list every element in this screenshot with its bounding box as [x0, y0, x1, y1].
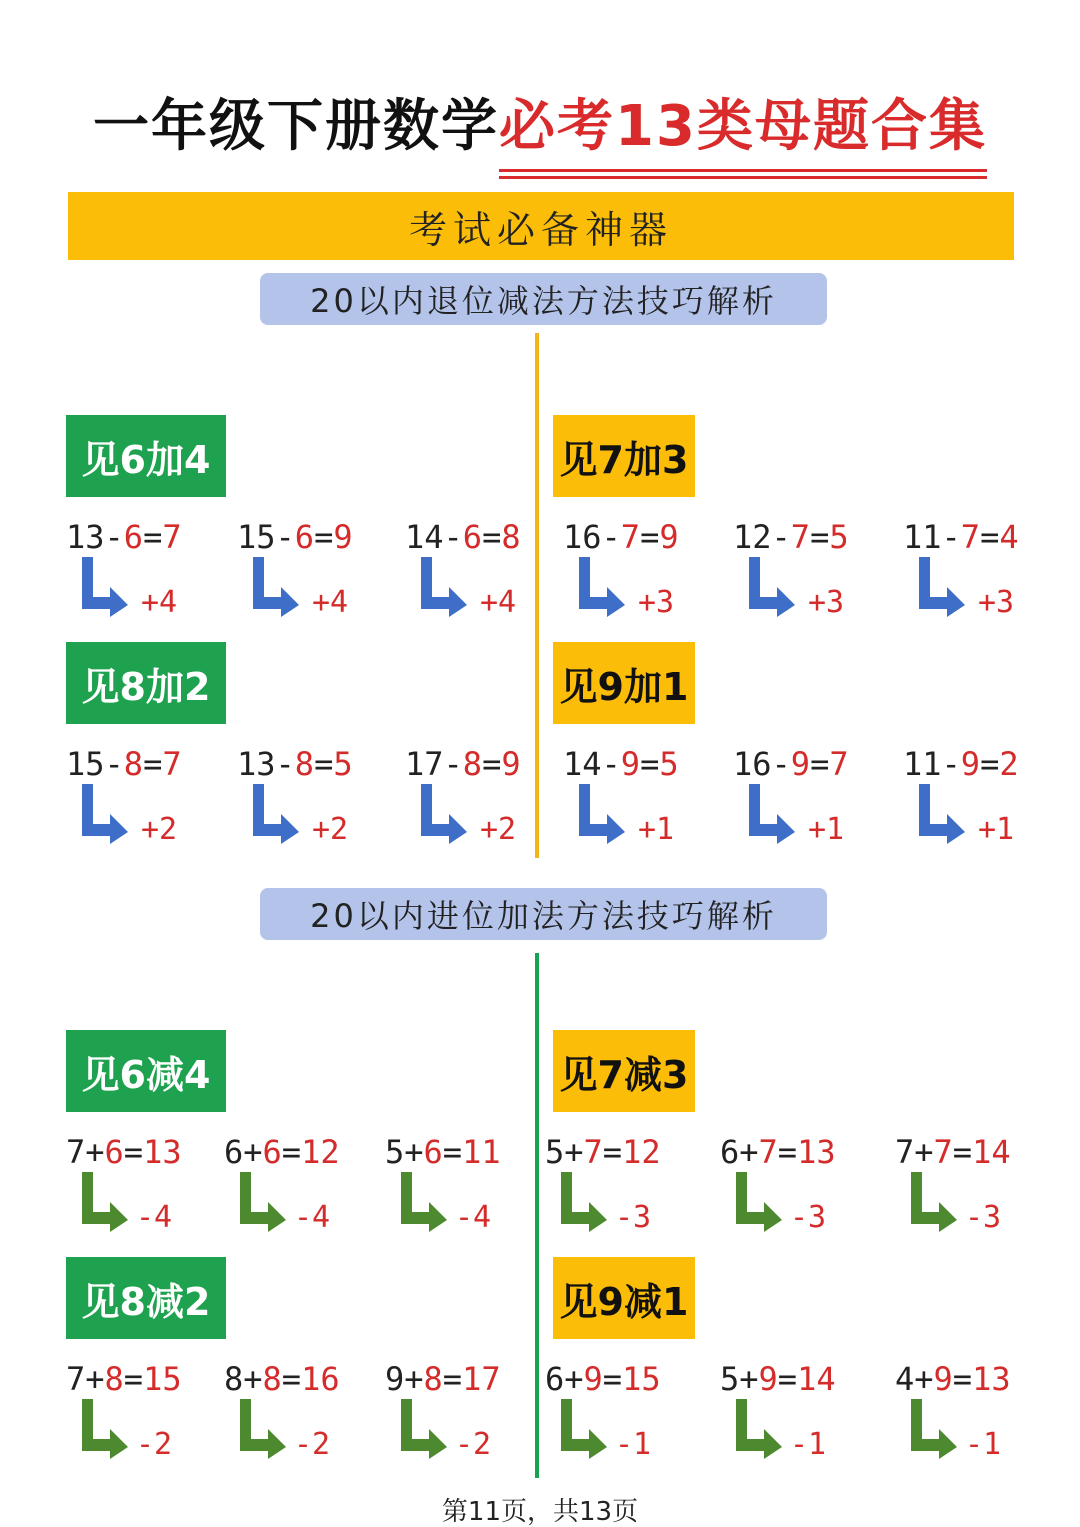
operand-a: 15: [66, 745, 105, 783]
turn-arrow-icon-wrap: [745, 782, 797, 850]
equals-sign: =: [640, 745, 660, 783]
page-footer: 第11页，共13页: [441, 1497, 639, 1527]
equation: [224, 1360, 340, 1398]
operand-a: 17: [405, 745, 444, 783]
page-title: [0, 82, 1080, 168]
turn-arrow-icon-wrap: [732, 1397, 784, 1465]
equals-sign: =: [442, 1360, 463, 1398]
result: 15: [622, 1360, 661, 1398]
result: 14: [972, 1133, 1011, 1171]
rule-tag: 见6加4: [66, 415, 226, 497]
equation: [385, 1360, 501, 1398]
turn-arrow-icon-wrap: [78, 1170, 130, 1238]
operand-a: 16: [563, 518, 602, 556]
operand-b: 6: [462, 518, 483, 556]
operator: +: [404, 1133, 424, 1171]
operator: -: [104, 518, 124, 556]
result: 2: [999, 745, 1019, 783]
turn-arrow-icon-wrap: [557, 1170, 609, 1238]
turn-arrow-icon: [907, 1170, 959, 1234]
result: 13: [143, 1133, 182, 1171]
operand-a: 7: [66, 1133, 86, 1171]
turn-arrow-icon: [915, 782, 967, 846]
result: 12: [622, 1133, 661, 1171]
turn-arrow-icon: [397, 1397, 449, 1461]
result: 16: [301, 1360, 340, 1398]
operator: -: [601, 745, 621, 783]
result: 5: [659, 745, 679, 783]
operand-a: 11: [903, 745, 942, 783]
operand-b: 7: [790, 518, 811, 556]
result: 9: [659, 518, 679, 556]
equals-sign: =: [810, 745, 830, 783]
operand-a: 14: [563, 745, 602, 783]
operand-b: 7: [960, 518, 981, 556]
turn-arrow-icon-wrap: [907, 1397, 959, 1465]
operand-a: 6: [720, 1133, 740, 1171]
rule-tag: 见8减2: [66, 1257, 226, 1339]
adjustment-label: +4: [312, 585, 349, 620]
turn-arrow-icon: [732, 1170, 784, 1234]
operand-a: 12: [733, 518, 772, 556]
turn-arrow-icon-wrap: [78, 1397, 130, 1465]
adjustment-label: +3: [638, 585, 675, 620]
result: 7: [162, 745, 182, 783]
divider-line-addition: [535, 953, 539, 1478]
adjustment-label: +4: [141, 585, 178, 620]
equals-sign: =: [123, 1133, 144, 1171]
operator: +: [243, 1133, 263, 1171]
rule-tag: 见7加3: [553, 415, 695, 497]
adjustment-label: +3: [808, 585, 845, 620]
operand-a: 7: [895, 1133, 915, 1171]
equation: [237, 745, 353, 783]
operand-b: 9: [933, 1360, 953, 1398]
turn-arrow-icon: [78, 782, 130, 846]
result: 15: [143, 1360, 182, 1398]
equals-sign: =: [314, 745, 334, 783]
section-heading-addition: 20以内进位加法方法技巧解析: [260, 888, 827, 940]
operand-a: 13: [237, 745, 276, 783]
operator: -: [771, 518, 791, 556]
adjustment-label: -3: [615, 1200, 652, 1235]
turn-arrow-icon: [557, 1170, 609, 1234]
operator: -: [771, 745, 791, 783]
operator: -: [275, 745, 295, 783]
turn-arrow-icon: [249, 555, 301, 619]
adjustment-label: +1: [978, 812, 1015, 847]
rule-tag: 见6减4: [66, 1030, 226, 1112]
result: 11: [462, 1133, 501, 1171]
equation: [66, 1133, 182, 1171]
operand-b: 8: [104, 1360, 124, 1398]
adjustment-label: -2: [294, 1427, 331, 1462]
operand-b: 9: [758, 1360, 778, 1398]
operand-a: 9: [385, 1360, 405, 1398]
turn-arrow-icon-wrap: [575, 782, 627, 850]
adjustment-label: +2: [312, 812, 349, 847]
equation: [66, 1360, 182, 1398]
equals-sign: =: [442, 1133, 463, 1171]
turn-arrow-icon-wrap: [78, 555, 130, 623]
result: 13: [972, 1360, 1011, 1398]
result: 14: [797, 1360, 836, 1398]
adjustment-label: +1: [638, 812, 675, 847]
operand-b: 6: [294, 518, 315, 556]
equation: [563, 518, 679, 556]
adjustment-label: -4: [294, 1200, 331, 1235]
adjustment-label: -2: [136, 1427, 173, 1462]
result: 9: [333, 518, 353, 556]
turn-arrow-icon-wrap: [745, 555, 797, 623]
turn-arrow-icon: [575, 782, 627, 846]
adjustment-label: -1: [965, 1427, 1002, 1462]
adjustment-label: -4: [136, 1200, 173, 1235]
operator: +: [914, 1360, 934, 1398]
equation: [903, 745, 1019, 783]
operator: -: [941, 518, 961, 556]
operand-a: 5: [545, 1133, 565, 1171]
operand-b: 6: [104, 1133, 124, 1171]
adjustment-label: -3: [790, 1200, 827, 1235]
turn-arrow-icon: [732, 1397, 784, 1461]
turn-arrow-icon-wrap: [575, 555, 627, 623]
equals-sign: =: [952, 1133, 973, 1171]
turn-arrow-icon: [417, 555, 469, 619]
operator: +: [914, 1133, 934, 1171]
result: 13: [797, 1133, 836, 1171]
equals-sign: =: [482, 745, 502, 783]
operand-a: 4: [895, 1360, 915, 1398]
result: 7: [829, 745, 849, 783]
turn-arrow-icon: [417, 782, 469, 846]
turn-arrow-icon-wrap: [915, 782, 967, 850]
equals-sign: =: [602, 1133, 623, 1171]
equals-sign: =: [281, 1133, 302, 1171]
equation: [405, 745, 521, 783]
adjustment-label: +2: [141, 812, 178, 847]
operator: +: [739, 1133, 759, 1171]
turn-arrow-icon: [745, 782, 797, 846]
operand-b: 9: [790, 745, 811, 783]
adjustment-label: +1: [808, 812, 845, 847]
adjustment-label: -1: [790, 1427, 827, 1462]
operand-b: 8: [462, 745, 483, 783]
operator: -: [601, 518, 621, 556]
turn-arrow-icon-wrap: [417, 555, 469, 623]
adjustment-label: -3: [965, 1200, 1002, 1235]
operator: -: [443, 745, 463, 783]
equals-sign: =: [281, 1360, 302, 1398]
operator: -: [275, 518, 295, 556]
rule-tag: 见8加2: [66, 642, 226, 724]
title-black-part: 一年级下册数学: [93, 94, 500, 159]
operand-a: 14: [405, 518, 444, 556]
equation: [563, 745, 679, 783]
turn-arrow-icon-wrap: [236, 1170, 288, 1238]
adjustment-label: -4: [455, 1200, 492, 1235]
rule-tag: 见7减3: [553, 1030, 695, 1112]
result: 17: [462, 1360, 501, 1398]
turn-arrow-icon-wrap: [78, 782, 130, 850]
result: 12: [301, 1133, 340, 1171]
turn-arrow-icon-wrap: [907, 1170, 959, 1238]
equals-sign: =: [640, 518, 660, 556]
turn-arrow-icon: [575, 555, 627, 619]
turn-arrow-icon: [907, 1397, 959, 1461]
rule-tag: 见9加1: [553, 642, 695, 724]
operand-a: 5: [720, 1360, 740, 1398]
operator: +: [243, 1360, 263, 1398]
operand-b: 8: [423, 1360, 443, 1398]
equals-sign: =: [143, 518, 163, 556]
result: 8: [501, 518, 521, 556]
operand-a: 13: [66, 518, 105, 556]
turn-arrow-icon-wrap: [249, 555, 301, 623]
turn-arrow-icon: [745, 555, 797, 619]
operand-b: 6: [123, 518, 144, 556]
turn-arrow-icon-wrap: [417, 782, 469, 850]
operator: +: [739, 1360, 759, 1398]
operand-a: 8: [224, 1360, 244, 1398]
result: 7: [162, 518, 182, 556]
operand-b: 7: [620, 518, 641, 556]
equation: [895, 1133, 1011, 1171]
title-red-part: 必考13类母题合集: [499, 82, 987, 168]
equals-sign: =: [314, 518, 334, 556]
equals-sign: =: [810, 518, 830, 556]
turn-arrow-icon: [236, 1170, 288, 1234]
operand-b: 6: [262, 1133, 282, 1171]
equals-sign: =: [602, 1360, 623, 1398]
turn-arrow-icon: [78, 1170, 130, 1234]
equation: [237, 518, 353, 556]
operator: +: [85, 1360, 105, 1398]
adjustment-label: -2: [455, 1427, 492, 1462]
operand-b: 8: [294, 745, 315, 783]
turn-arrow-icon-wrap: [397, 1397, 449, 1465]
result: 4: [999, 518, 1019, 556]
equals-sign: =: [952, 1360, 973, 1398]
turn-arrow-icon: [249, 782, 301, 846]
operator: -: [941, 745, 961, 783]
operand-b: 9: [960, 745, 981, 783]
turn-arrow-icon-wrap: [915, 555, 967, 623]
adjustment-label: +3: [978, 585, 1015, 620]
equation: [66, 518, 182, 556]
turn-arrow-icon-wrap: [732, 1170, 784, 1238]
equation: [895, 1360, 1011, 1398]
adjustment-label: +4: [480, 585, 517, 620]
turn-arrow-icon-wrap: [236, 1397, 288, 1465]
operator: +: [85, 1133, 105, 1171]
operand-a: 16: [733, 745, 772, 783]
result: 9: [501, 745, 521, 783]
operand-a: 5: [385, 1133, 405, 1171]
operand-b: 6: [423, 1133, 443, 1171]
equation: [903, 518, 1019, 556]
operator: +: [404, 1360, 424, 1398]
operator: -: [104, 745, 124, 783]
operand-a: 11: [903, 518, 942, 556]
turn-arrow-icon-wrap: [397, 1170, 449, 1238]
operand-a: 6: [545, 1360, 565, 1398]
adjustment-label: -1: [615, 1427, 652, 1462]
banner: 考试必备神器: [68, 192, 1014, 260]
rule-tag: 见9减1: [553, 1257, 695, 1339]
operator: +: [564, 1133, 584, 1171]
turn-arrow-icon: [915, 555, 967, 619]
turn-arrow-icon-wrap: [557, 1397, 609, 1465]
operand-b: 9: [583, 1360, 603, 1398]
equation: [545, 1133, 661, 1171]
turn-arrow-icon: [78, 1397, 130, 1461]
result: 5: [829, 518, 849, 556]
operand-a: 7: [66, 1360, 86, 1398]
operand-b: 7: [758, 1133, 778, 1171]
equals-sign: =: [123, 1360, 144, 1398]
equation: [224, 1133, 340, 1171]
equals-sign: =: [980, 745, 1000, 783]
operand-a: 6: [224, 1133, 244, 1171]
equation: [733, 518, 849, 556]
adjustment-label: +2: [480, 812, 517, 847]
turn-arrow-icon-wrap: [249, 782, 301, 850]
equals-sign: =: [482, 518, 502, 556]
equals-sign: =: [777, 1360, 798, 1398]
result: 5: [333, 745, 353, 783]
section-heading-subtraction: 20以内退位减法方法技巧解析: [260, 273, 827, 325]
turn-arrow-icon: [236, 1397, 288, 1461]
operator: +: [564, 1360, 584, 1398]
equation: [545, 1360, 661, 1398]
turn-arrow-icon: [78, 555, 130, 619]
operand-b: 8: [123, 745, 144, 783]
equation: [66, 745, 182, 783]
equals-sign: =: [143, 745, 163, 783]
equation: [720, 1360, 836, 1398]
equation: [385, 1133, 501, 1171]
equals-sign: =: [980, 518, 1000, 556]
operand-b: 9: [620, 745, 641, 783]
operand-b: 8: [262, 1360, 282, 1398]
operand-b: 7: [933, 1133, 953, 1171]
equals-sign: =: [777, 1133, 798, 1171]
divider-line-subtraction: [535, 333, 539, 858]
equation: [733, 745, 849, 783]
turn-arrow-icon: [557, 1397, 609, 1461]
operand-a: 15: [237, 518, 276, 556]
operand-b: 7: [583, 1133, 603, 1171]
equation: [720, 1133, 836, 1171]
turn-arrow-icon: [397, 1170, 449, 1234]
equation: [405, 518, 521, 556]
operator: -: [443, 518, 463, 556]
